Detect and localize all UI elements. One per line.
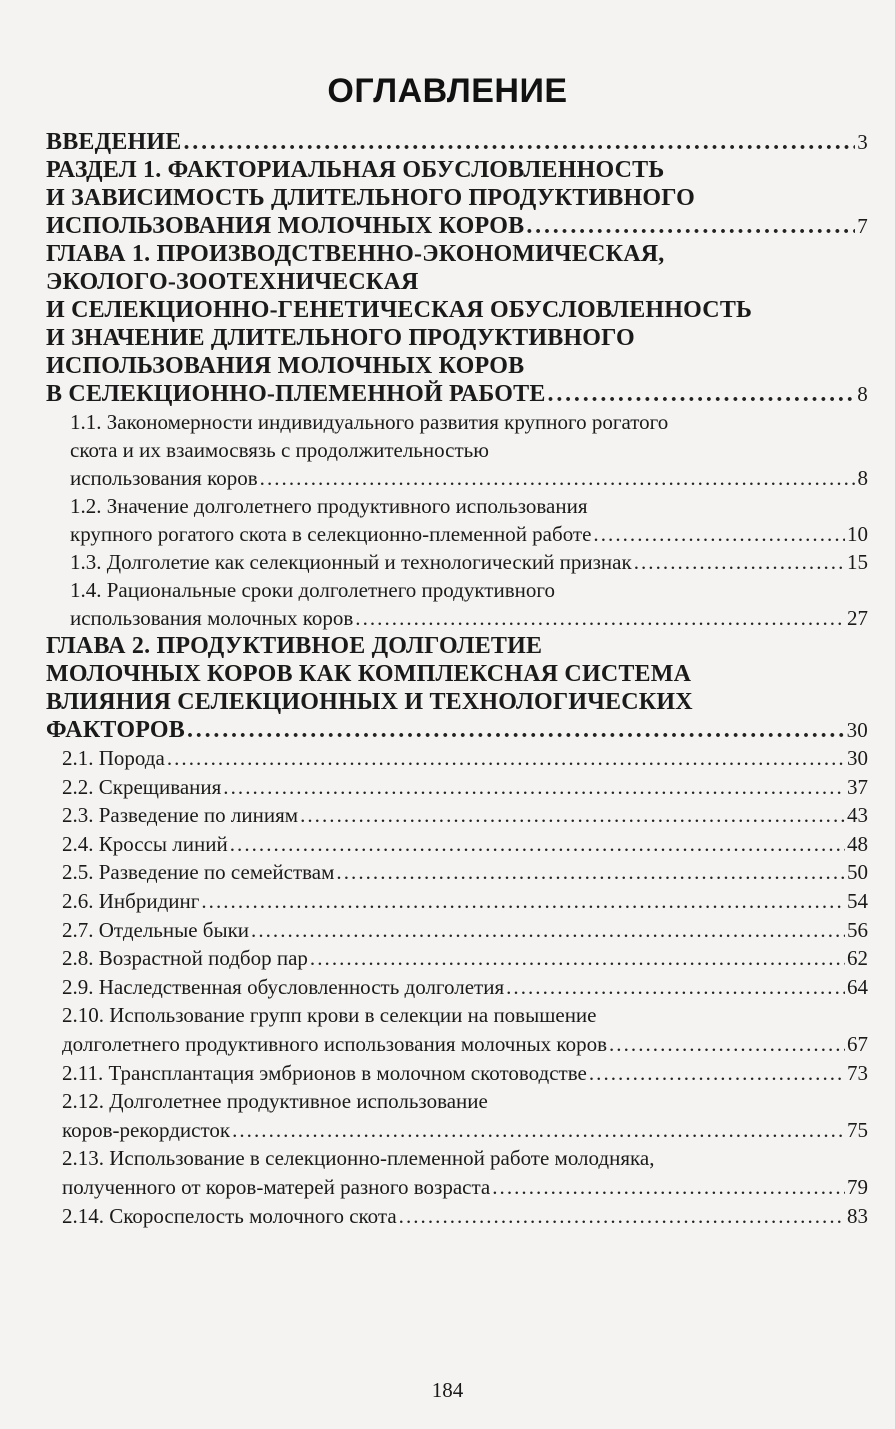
toc-entry-last-line xyxy=(62,1202,868,1231)
toc-entry-last-line xyxy=(62,801,868,830)
toc-entry xyxy=(46,240,868,408)
dot-leader xyxy=(336,858,845,887)
toc-page-number: 62 xyxy=(847,946,868,971)
toc-page-number: 43 xyxy=(847,803,868,828)
toc-entry-text: И ЗАВИСИМОСТЬ ДЛИТЕЛЬНОГО ПРОДУКТИВНОГО xyxy=(46,185,695,211)
toc-page-number: 10 xyxy=(847,522,868,546)
toc-entry-last-line xyxy=(62,744,868,773)
toc-entry-text: 1.1. Закономерности индивидуального развития крупного рогатого xyxy=(70,410,669,434)
toc-entry-text: коров-рекордисток xyxy=(62,1117,231,1142)
toc-entry-text: И СЕЛЕКЦИОННО-ГЕНЕТИЧЕСКАЯ ОБУСЛОВЛЕННОСТЬ xyxy=(46,297,753,323)
toc-entry xyxy=(46,973,868,1002)
toc-entry-last-line xyxy=(62,916,868,945)
dot-leader xyxy=(184,128,856,156)
dot-leader xyxy=(300,801,845,830)
toc-entry-text: крупного рогатого скота в селекционно-племенной работе xyxy=(70,522,592,546)
toc-entry-text: 2.9. Наследственная обусловленность долголетия xyxy=(62,974,505,999)
dot-leader xyxy=(223,773,845,802)
toc-entry xyxy=(46,576,868,632)
toc-entry-last-line xyxy=(62,973,868,1002)
table-of-contents xyxy=(46,128,868,1230)
toc-entry-last-line xyxy=(46,128,868,156)
toc-entry-last-line xyxy=(70,548,868,576)
toc-entry xyxy=(46,156,868,240)
toc-entry-text: 1.3. Долголетие как селекционный и технологический признак xyxy=(70,550,632,574)
toc-entry-last-line xyxy=(62,858,868,887)
dot-leader xyxy=(634,548,845,576)
toc-entry-text: скота и их взаимосвязь с продолжительностью xyxy=(70,438,489,462)
dot-leader xyxy=(593,520,845,548)
toc-entry xyxy=(46,632,868,744)
page-number: 184 xyxy=(431,1378,464,1402)
dot-leader xyxy=(492,1173,845,1202)
toc-page-number: 67 xyxy=(847,1031,868,1056)
toc-entry-text: МОЛОЧНЫХ КОРОВ КАК КОМПЛЕКСНАЯ СИСТЕМА xyxy=(46,661,692,687)
toc-entry xyxy=(46,916,868,945)
toc-entry xyxy=(46,128,868,156)
toc-entry-text: ИСПОЛЬЗОВАНИЯ МОЛОЧНЫХ КОРОВ xyxy=(46,213,525,239)
toc-page-number: 30 xyxy=(846,718,868,742)
toc-entry xyxy=(46,1001,868,1058)
dot-leader xyxy=(589,1059,845,1088)
dot-leader xyxy=(201,887,845,916)
toc-entry-text: 2.4. Кроссы линий xyxy=(62,831,228,856)
toc-entry-last-line xyxy=(46,716,868,744)
dot-leader xyxy=(526,212,855,240)
toc-page-number: 15 xyxy=(847,550,868,574)
toc-page-number: 50 xyxy=(847,860,868,885)
toc-entry xyxy=(46,1059,868,1088)
toc-entry-text: 2.13. Использование в селекционно-племенной работе молодняка, xyxy=(62,1146,655,1171)
dot-leader xyxy=(310,944,845,973)
toc-entry-last-line xyxy=(62,773,868,802)
toc-entry-text: 2.14. Скороспелость молочного скота xyxy=(62,1203,397,1228)
toc-page-number: 56 xyxy=(847,917,868,942)
toc-entry-text: ВЛИЯНИЯ СЕЛЕКЦИОННЫХ И ТЕХНОЛОГИЧЕСКИХ xyxy=(46,689,693,715)
toc-page-number: 3 xyxy=(857,130,868,154)
toc-entry-text: ВВЕДЕНИЕ xyxy=(46,129,182,155)
toc-entry-text: В СЕЛЕКЦИОННО-ПЛЕМЕННОЙ РАБОТЕ xyxy=(46,381,546,407)
toc-entry-text: 2.6. Инбридинг xyxy=(62,888,200,913)
toc-entry-text: использования молочных коров xyxy=(70,606,354,630)
toc-entry-text: 2.1. Порода xyxy=(62,746,165,770)
toc-page-number: 48 xyxy=(847,831,868,856)
toc-entry-last-line xyxy=(62,830,868,859)
toc-entry-text: ЭКОЛОГО-ЗООТЕХНИЧЕСКАЯ xyxy=(46,269,419,295)
dot-leader xyxy=(355,604,845,632)
toc-entry-last-line xyxy=(46,380,868,408)
toc-entry xyxy=(46,492,868,548)
toc-page-number: 83 xyxy=(847,1203,868,1228)
toc-entry-last-line xyxy=(62,1059,868,1088)
toc-entry-text: 2.10. Использование групп крови в селекции на повышение xyxy=(62,1003,597,1028)
toc-entry xyxy=(46,801,868,830)
dot-leader xyxy=(506,973,845,1002)
dot-leader xyxy=(167,744,845,773)
dot-leader xyxy=(609,1030,845,1059)
toc-entry-text: И ЗНАЧЕНИЕ ДЛИТЕЛЬНОГО ПРОДУКТИВНОГО xyxy=(46,325,635,351)
dot-leader xyxy=(548,380,856,408)
toc-page-number: 75 xyxy=(847,1117,868,1142)
toc-entry-text: использования коров xyxy=(70,466,258,490)
toc-entry-text: ФАКТОРОВ xyxy=(46,717,185,743)
toc-entry-text: 2.2. Скрещивания xyxy=(62,774,222,799)
toc-entry-last-line xyxy=(70,604,868,632)
dot-leader xyxy=(260,464,856,492)
toc-entry-text: 2.12. Долголетнее продуктивное использование xyxy=(62,1089,488,1114)
toc-entry-last-line xyxy=(62,944,868,973)
toc-entry-text: долголетнего продуктивного использования молочных коров xyxy=(62,1031,607,1056)
toc-entry xyxy=(46,1144,868,1201)
toc-entry-text: 1.2. Значение долголетнего продуктивного использования xyxy=(70,494,588,518)
toc-entry-text: 1.4. Рациональные сроки долголетнего продуктивного xyxy=(70,578,555,602)
toc-entry xyxy=(46,1202,868,1231)
toc-entry xyxy=(46,1087,868,1144)
toc-entry-text: 2.7. Отдельные быки xyxy=(62,917,250,942)
toc-entry-last-line xyxy=(70,464,868,492)
toc-entry xyxy=(46,744,868,773)
dot-leader xyxy=(399,1202,845,1231)
toc-page-number: 79 xyxy=(847,1174,868,1199)
toc-page-number: 8 xyxy=(857,466,868,490)
toc-entry-last-line xyxy=(62,887,868,916)
toc-entry xyxy=(46,773,868,802)
toc-page-number: 73 xyxy=(847,1060,868,1085)
toc-entry xyxy=(46,548,868,576)
dot-leader xyxy=(187,716,845,744)
toc-page-number: 7 xyxy=(857,214,868,238)
toc-page-number: 8 xyxy=(857,382,868,406)
toc-page-number: 37 xyxy=(847,774,868,799)
toc-entry-text: РАЗДЕЛ 1. ФАКТОРИАЛЬНАЯ ОБУСЛОВЛЕННОСТЬ xyxy=(46,157,665,183)
toc-entry-text: 2.5. Разведение по семействам xyxy=(62,860,335,885)
page-title: ОГЛАВЛЕНИЕ xyxy=(327,72,568,110)
toc-entry-text: 2.8. Возрастной подбор пар xyxy=(62,946,308,971)
toc-entry xyxy=(46,830,868,859)
toc-entry xyxy=(46,408,868,492)
toc-entry-last-line xyxy=(62,1173,868,1202)
dot-leader xyxy=(251,916,845,945)
toc-page-number: 27 xyxy=(847,606,868,630)
toc-entry xyxy=(46,858,868,887)
toc-page-number: 64 xyxy=(847,974,868,999)
toc-page-number: 30 xyxy=(847,746,868,770)
toc-entry-text: 2.11. Трансплантация эмбрионов в молочном скотоводстве xyxy=(62,1060,587,1085)
toc-entry-last-line xyxy=(62,1116,868,1145)
dot-leader xyxy=(232,1116,845,1145)
toc-entry-text: ГЛАВА 1. ПРОИЗВОДСТВЕННО-ЭКОНОМИЧЕСКАЯ, xyxy=(46,241,665,267)
toc-entry-text: 2.3. Разведение по линиям xyxy=(62,803,299,828)
toc-entry-text: ГЛАВА 2. ПРОДУКТИВНОЕ ДОЛГОЛЕТИЕ xyxy=(46,633,543,659)
toc-entry xyxy=(46,887,868,916)
toc-page-number: 54 xyxy=(847,888,868,913)
toc-entry-last-line xyxy=(70,520,868,548)
toc-entry-text: ИСПОЛЬЗОВАНИЯ МОЛОЧНЫХ КОРОВ xyxy=(46,353,525,379)
toc-entry-last-line xyxy=(62,1030,868,1059)
toc-entry-last-line xyxy=(46,212,868,240)
dot-leader xyxy=(230,830,845,859)
toc-entry xyxy=(46,944,868,973)
toc-entry-text: полученного от коров-матерей разного возраста xyxy=(62,1174,491,1199)
